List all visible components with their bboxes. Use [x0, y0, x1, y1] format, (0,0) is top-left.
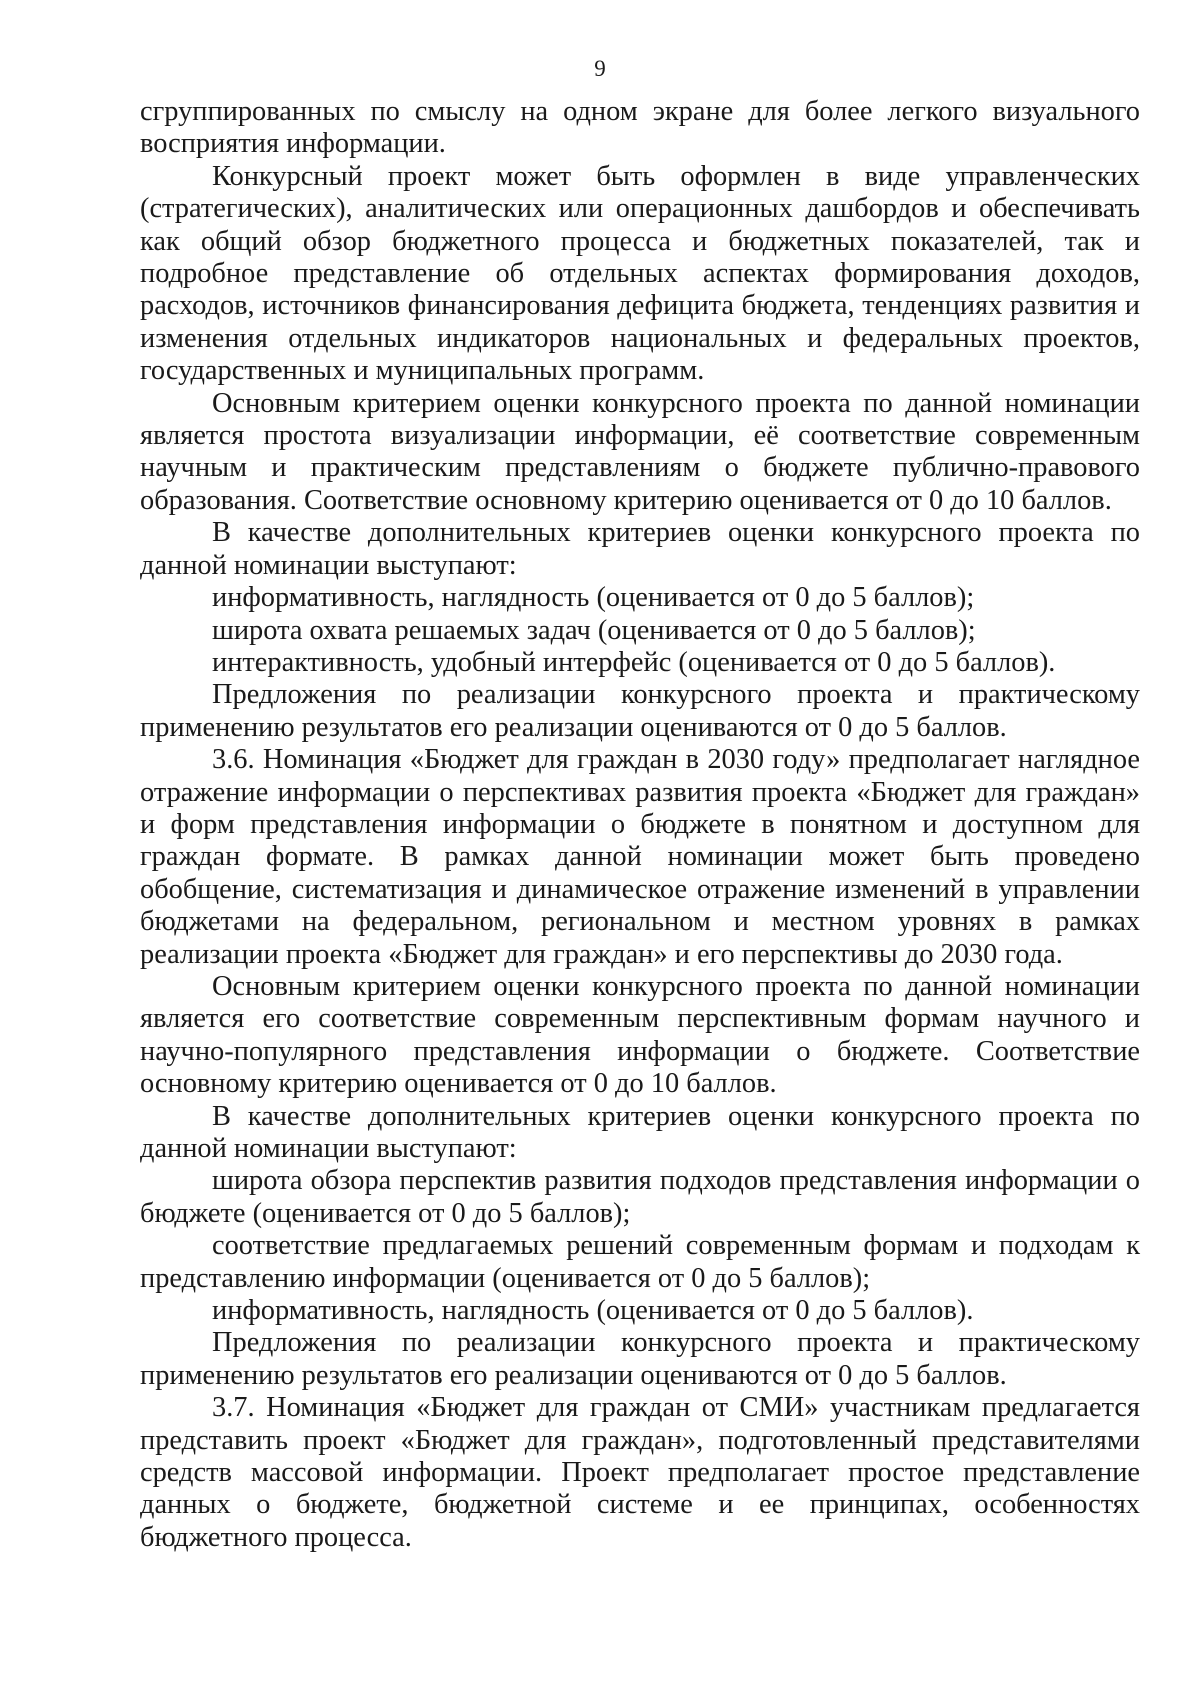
- list-item: интерактивность, удобный интерфейс (оценивается от 0 до 5 баллов).: [212, 646, 1056, 678]
- paragraph: сгруппированных по смыслу на одном экране для более легкого визуального восприятия информации.: [140, 96, 1140, 160]
- list-item: широта обзора перспектив развития подходов представления информации о бюджете (оценивается от 0 до 5 баллов);: [140, 1165, 1140, 1229]
- section-paragraph: 3.6. Номинация «Бюджет для граждан в 2030 году» предполагает наглядное отражение информации о перспективах развития проекта «Бюджет для граждан» и форм представления информации о бюджете в понятном и доступном для граждан формате. В рамках данной номинации может быть проведено обобщение, систематизация и динамическое отражение изменений в управлении бюджетами на федеральном, региональном и местном уровнях в рамках реализации проекта «Бюджет для граждан» и его перспективы до 2030 года.: [140, 744, 1140, 970]
- body-text: [140, 96, 1140, 1554]
- paragraph: Предложения по реализации конкурсного проекта и практическому применению результатов его реализации оцениваются от 0 до 5 баллов.: [140, 1327, 1140, 1391]
- list-item: информативность, наглядность (оценивается от 0 до 5 баллов).: [212, 1295, 974, 1327]
- list-item: информативность, наглядность (оценивается от 0 до 5 баллов);: [212, 582, 975, 614]
- paragraph: В качестве дополнительных критериев оценки конкурсного проекта по данной номинации выступают:: [140, 517, 1140, 581]
- paragraph: Конкурсный проект может быть оформлен в виде управленческих (стратегических), аналитических или операционных дашбордов и обеспечивать как общий обзор бюджетного процесса и бюджетных показателей, так и подробное представление об отдельных аспектах формирования доходов, расходов, источников финансирования дефицита бюджета, тенденциях развития и изменения отдельных индикаторов национальных и федеральных проектов, государственных и муниципальных программ.: [140, 160, 1140, 387]
- section-paragraph: 3.7. Номинация «Бюджет для граждан от СМИ» участникам предлагается представить проект «Бюджет для граждан», подготовленный представителями средств массовой информации. Проект предполагает простое представление данных о бюджете, бюджетной системе и ее принципах, особенностях бюджетного процесса.: [140, 1392, 1140, 1553]
- list-item: соответствие предлагаемых решений современным формам и подходам к представлению информации (оценивается от 0 до 5 баллов);: [140, 1230, 1140, 1294]
- list-item: широта охвата решаемых задач (оценивается от 0 до 5 баллов);: [212, 614, 976, 646]
- paragraph: В качестве дополнительных критериев оценки конкурсного проекта по данной номинации выступают:: [140, 1100, 1140, 1164]
- paragraph: Основным критерием оценки конкурсного проекта по данной номинации является простота визуализации информации, её соответствие современным научным и практическим представлениям о бюджете публично-правового образования. Соответствие основному критерию оценивается от 0 до 10 баллов.: [140, 387, 1140, 516]
- paragraph: Основным критерием оценки конкурсного проекта по данной номинации является его соответствие современным перспективным формам научного и научно-популярного представления информации о бюджете. Соответствие основному критерию оценивается от 0 до 10 баллов.: [140, 970, 1140, 1100]
- paragraph: Предложения по реализации конкурсного проекта и практическому применению результатов его реализации оцениваются от 0 до 5 баллов.: [140, 679, 1140, 743]
- page-number: 9: [594, 56, 606, 81]
